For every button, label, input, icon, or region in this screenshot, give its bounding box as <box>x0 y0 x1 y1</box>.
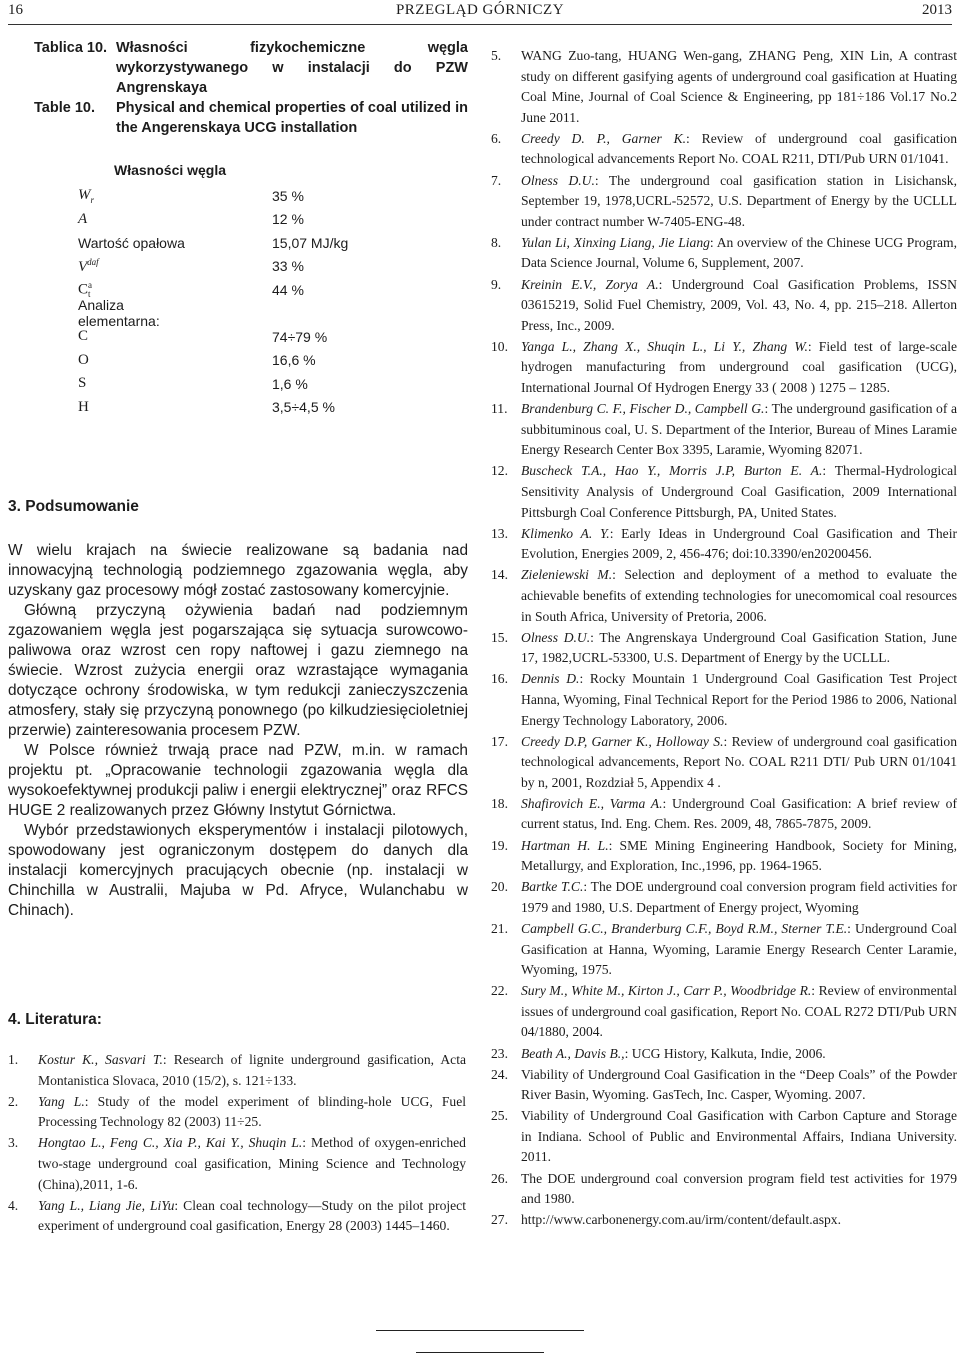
property-value: 44 % <box>272 281 304 298</box>
reference-item <box>491 399 957 461</box>
reference-authors: Yanga L., Zhang X., Shuqin L., Li Y., Zhang W. <box>521 338 808 354</box>
reference-number: 16. <box>491 671 508 687</box>
reference-authors: Sury M., White M., Kirton J., Carr P., Woodbridge R. <box>521 983 812 999</box>
reference-text <box>521 171 957 233</box>
reference-authors: Kostur K., Sasvari T. <box>38 1052 163 1067</box>
reference-authors: Olness D.U. <box>521 629 591 645</box>
property-value: 16,6 % <box>272 352 316 369</box>
reference-body: : Clean coal technology—Study on the pilot project experiment of underground coal gasification, Energy 28 (2003) 1445–1460. <box>38 1197 466 1234</box>
reference-number: 6. <box>491 130 502 146</box>
paragraph: W Polsce również trwają prace nad PZW, m.in. w ramach projektu pt. „Opracowanie technologii zgazowania węgla dla wysokoefektywnej produkcji paliw i energii elektrycznej” oraz RFCS HUGE 2 realizowanych przez Główny Instytut Górnictwa. <box>8 742 468 819</box>
reference-authors: Brandenburg C. F., Fischer D., Campbell G. <box>521 401 765 417</box>
reference-body: : Review of environmental issues of underground coal gasification, Report No. COAL R272 DTI/Pub URN 04/1880, 2004. <box>521 983 957 1040</box>
reference-text <box>38 1196 466 1237</box>
property-value: 1,6 % <box>272 375 308 392</box>
reference-item <box>491 171 957 233</box>
reference-text <box>521 1210 957 1231</box>
reference-text <box>521 461 957 523</box>
reference-number: 23. <box>491 1045 508 1061</box>
summary-body <box>8 541 468 921</box>
reference-body: : Rocky Mountain 1 Underground Coal Gasification Test Project Hanna, Wyoming, Final Technical Report for the Period 1986 to 2006, National Energy Technology Laboratory, 2006. <box>521 671 957 728</box>
reference-authors: Beath A., Davis B., <box>521 1045 625 1061</box>
reference-number: 10. <box>491 338 508 354</box>
property-name: A <box>78 210 88 227</box>
table-row <box>78 349 358 373</box>
property-name: S <box>78 375 87 392</box>
table-row <box>78 208 358 232</box>
reference-text <box>521 275 957 337</box>
reference-item <box>491 461 957 523</box>
reference-item <box>491 919 957 981</box>
paragraph: Wybór przedstawionych eksperymentów i instalacji pilotowych, spowodowany jest ograniczonym dostępem do danych dla instalacji komercyjnych pracujących obecnie (np. instalacji w Chinchilla w Australii, Majuba w Pd. Afryce, Wulanchabu w Chinach). <box>8 822 468 919</box>
property-name: $V^{daf}$ <box>78 256 99 275</box>
reference-item <box>491 836 957 877</box>
reference-item <box>491 981 957 1043</box>
reference-authors: Hartman H. L. <box>521 837 609 853</box>
property-name: C a t <box>78 279 93 299</box>
section-heading-summary: 3. Podsumowanie <box>8 498 139 515</box>
reference-body: : Underground Coal Gasification: A brief review of current status, Ind. Eng. Chem. Res. 2009, 48, 7865-7875, 2009. <box>521 795 957 832</box>
reference-item <box>491 628 957 669</box>
journal-title: PRZEGLĄD GÓRNICZY <box>395 2 565 18</box>
reference-number: 22. <box>491 983 508 999</box>
reference-text <box>521 565 957 627</box>
reference-number: 2. <box>8 1093 19 1109</box>
reference-authors: Creedy D. P., Garner K. <box>521 130 687 146</box>
property-name: H <box>78 398 89 415</box>
page-number: 16 <box>8 2 23 18</box>
table-row <box>78 325 358 349</box>
reference-item <box>491 46 957 128</box>
reference-authors: Hongtao L., Feng C., Xia P., Kai Y., Shuqin L. <box>38 1135 303 1151</box>
reference-text <box>521 524 957 565</box>
reference-number: 19. <box>491 837 508 853</box>
caption-polish-label: Tablica 10. <box>34 40 108 56</box>
table-row <box>78 184 358 208</box>
reference-text <box>521 877 957 918</box>
reference-item <box>491 129 957 170</box>
paragraph: Główną przyczyną ożywienia badań nad podziemnym zgazowaniem węgla jest pogarszająca się sytuacja surowcowo-paliwowa oraz wzrost cen ropy naftowej i gazu ziemnego na świecie. Wzrost zużycia energii oraz wzrastające wymagania dotyczące ochrony środowiska, w tym redukcji zanieczyszczenia atmosfery, stały się przyczyną ponownego (po kilkudziesięcioletniej przerwie) zainteresowania procesem PZW. <box>8 602 468 739</box>
reference-text <box>38 1133 466 1195</box>
reference-authors: Yulan Li, Xinxing Liang, Jie Liang <box>521 234 710 250</box>
reference-body: : Review of underground coal gasification technological advancements, Report No. COAL R211 DTI/ Pub URN 01/1041 by n, 2001, Rozdział 5, Appendix 4 . <box>521 733 957 790</box>
reference-item <box>491 794 957 835</box>
section-heading-literature: 4. Literatura: <box>8 1011 102 1028</box>
reference-text <box>521 981 957 1043</box>
reference-body: : Underground Coal Gasification Problems, ISSN 03615219, Solid Fuel Chemistry, 2009, Vol. 43, No. 4, pp. 215–218. Allerton Press, Inc., 2009. <box>521 276 957 333</box>
reference-item <box>491 524 957 565</box>
reference-number: 7. <box>491 172 502 188</box>
reference-number: 3. <box>8 1135 19 1151</box>
reference-item <box>491 669 957 731</box>
table-row <box>78 396 358 420</box>
reference-body: The DOE underground coal conversion program field test activities for 1979 and 1980. <box>521 1170 957 1207</box>
reference-body: : Field test of large-scale hydrogen manufacturing from underground coal gasification (UCG), International Journal Of Hydrogen Energy 33 ( 2008 ) 1275 – 1285. <box>521 338 958 395</box>
reference-authors: Yang L., Liang Jie, LiYu <box>38 1197 175 1213</box>
reference-body: WANG Zuo-tang, HUANG Wen-gang, ZHANG Peng, XIN Lin, A contrast study on different gasifying agents of underground coal gasification at Huating Coal Mine, Journal of Coal Science & Engineering, pp 181÷186 Vol.17 No.2 June 2011. <box>521 48 957 125</box>
table-row <box>78 231 358 255</box>
reference-item <box>491 1065 957 1106</box>
reference-text <box>521 399 957 461</box>
caption-polish <box>34 38 468 98</box>
reference-item <box>8 1196 466 1237</box>
reference-item <box>491 565 957 627</box>
reference-authors: Kreinin E.V., Zorya A. <box>521 276 659 292</box>
reference-authors: Klimenko A. Y. <box>521 525 610 541</box>
reference-body: : Study of the model experiment of blinding-hole UCG, Fuel Processing Technology 82 (2003) 11÷25. <box>38 1093 467 1130</box>
reference-body: http://www.carbonenergy.com.au/irm/content/default.aspx. <box>521 1212 841 1228</box>
reference-body: : UCG History, Kalkuta, Indie, 2006. <box>624 1045 826 1061</box>
reference-number: 20. <box>491 879 508 895</box>
reference-item <box>491 1210 957 1231</box>
reference-number: 14. <box>491 567 508 583</box>
reference-authors: Creedy D.P, Garner K., Holloway S. <box>521 733 724 749</box>
reference-authors: Yang L. <box>38 1093 85 1109</box>
reference-body: : The underground coal gasification station in Lisichansk, September 19, 1978,UCRL-52572, U.S. Department of Energy by the UCLLL under contract number W-7405-ENG-48. <box>521 172 957 229</box>
reference-item <box>8 1133 466 1195</box>
reference-text <box>38 1092 466 1133</box>
reference-number: 18. <box>491 795 508 811</box>
journal-year: 2013 <box>922 2 952 18</box>
reference-item <box>491 1106 957 1168</box>
reference-authors: Shafirovich E., Varma A. <box>521 795 663 811</box>
reference-text <box>521 628 957 669</box>
reference-body: : The underground gasification of a subbituminous coal, U. S. Department of the Interior, Bureau of Mines Laramie Energy Research Center Box 3395, Laramie, Wyoming 82071. <box>521 401 957 458</box>
reference-number: 21. <box>491 920 508 936</box>
reference-body: : The Angrenskaya Underground Coal Gasification Station, June 17, 1982,UCRL-53300, U.S. Department of Energy by the UCLLL. <box>521 629 957 666</box>
reference-text <box>521 1169 957 1210</box>
reference-body: : Underground Coal Gasification at Hanna, Wyoming, Laramie Energy Research Center Laramie, Wyoming, 1975. <box>521 920 957 978</box>
reference-number: 26. <box>491 1170 508 1186</box>
reference-item <box>8 1050 466 1091</box>
table-header: Własności węgla <box>114 162 227 178</box>
property-value: 12 % <box>272 211 304 228</box>
reference-number: 1. <box>8 1052 19 1067</box>
reference-item <box>491 337 957 399</box>
reference-text <box>521 669 957 731</box>
reference-authors: Olness D.U. <box>521 172 595 188</box>
reference-body: : An overview of the Chinese UCG Program, Data Science Journal, Volume 6, Supplement, 2007. <box>521 234 957 271</box>
paragraph: W wielu krajach na świecie realizowane są badania nad innowacyjną technologią podziemnego zgazowania węgla, aby uzyskany gaz procesowy mógł zostać zastosowany komercyjnie. <box>8 542 468 599</box>
reference-text <box>521 233 957 274</box>
reference-number: 4. <box>8 1197 19 1213</box>
property-name: O <box>78 351 89 368</box>
reference-authors: Buscheck T.A., Hao Y., Morris J.P, Burton E. A. <box>521 463 823 479</box>
reference-item <box>491 1169 957 1210</box>
reference-text <box>521 1065 957 1106</box>
reference-number: 5. <box>491 48 502 63</box>
reference-text <box>521 1106 957 1168</box>
reference-list-left <box>8 1050 466 1237</box>
property-value: 15,07 MJ/kg <box>272 234 349 251</box>
footer-rule <box>416 1352 544 1353</box>
reference-number: 15. <box>491 629 508 645</box>
caption-english-label: Table 10. <box>34 100 95 116</box>
reference-body: : Review of underground coal gasification technological advancements Report No. COAL R211, DTI/Pub URN 01/1041. <box>521 130 957 167</box>
property-value: 35 % <box>272 187 304 204</box>
coal-properties-table <box>78 162 358 419</box>
table-row <box>78 372 358 396</box>
reference-body: : Research of lignite underground gasification, Acta Montanistica Slovaca, 2010 (15/2), s. 121÷133. <box>38 1052 467 1088</box>
caption-english-text: Physical and chemical properties of coal utilized in the Angerenskaya UCG installation <box>116 100 468 136</box>
property-value: 33 % <box>272 258 304 275</box>
reference-body: : Selection and deployment of a method to evaluate the achievable benefits of extending technologies for unecomomical coal resources in South Africa, University of Pretoria, 2006. <box>521 567 957 624</box>
table-row <box>78 297 358 330</box>
reference-body: : The DOE underground coal conversion program field activities for 1979 and 1980, U.S. Department of Energy project, Wyoming <box>521 879 957 915</box>
property-name: C <box>78 328 89 345</box>
reference-text <box>521 1044 957 1065</box>
reference-item <box>8 1092 466 1133</box>
reference-text <box>521 732 957 794</box>
reference-text <box>521 794 957 835</box>
reference-item <box>491 732 957 794</box>
reference-list-right <box>491 46 957 1231</box>
property-name: Analiza elementarna: <box>78 297 160 330</box>
table-caption <box>8 38 468 138</box>
reference-text <box>38 1050 466 1091</box>
reference-number: 12. <box>491 463 508 479</box>
reference-authors: Campbell G.C., Branderburg C.F., Boyd R.M., Sterner T.E. <box>521 920 848 936</box>
reference-number: 24. <box>491 1066 508 1082</box>
reference-body: Viability of Underground Coal Gasification in the “Deep Coals” of the Powder River Basin, Wyoming. GasTech, Inc. Casper, Wyoming. 2007. <box>521 1066 957 1103</box>
left-column <box>8 38 468 419</box>
reference-body: : Early Ideas in Underground Coal Gasification and Their Evolution, Energies 2009, 2, 456-476; doi:10.3390/en20200456. <box>521 525 957 562</box>
reference-body: : SME Mining Engineering Handbook, Society for Mining, Metallurgy, and Exploration, Inc.,1996, pp. 1964-1965. <box>521 837 957 874</box>
reference-number: 17. <box>491 733 508 749</box>
reference-text <box>521 337 957 399</box>
reference-body: Viability of Underground Coal Gasification with Carbon Capture and Storage in Indiana. School of Public and Environmental Affairs, Indiana University. 2011. <box>521 1108 957 1165</box>
reference-text <box>521 919 957 981</box>
caption-english <box>34 98 468 138</box>
running-header <box>8 0 952 25</box>
reference-item <box>491 233 957 274</box>
table-row <box>78 255 358 279</box>
reference-authors: Bartke T.C. <box>521 879 584 895</box>
reference-number: 11. <box>491 401 508 417</box>
reference-item <box>491 877 957 918</box>
reference-number: 8. <box>491 234 502 250</box>
reference-text <box>521 46 957 128</box>
reference-authors: Zieleniewski M. <box>521 567 613 583</box>
reference-authors: Dennis D. <box>521 671 580 687</box>
reference-text <box>521 129 957 170</box>
property-value: 74÷79 % <box>272 328 328 345</box>
reference-body: : Method of oxygen-enriched two-stage underground coal gasification, Mining Science and Technology (China),2011, 1-6. <box>38 1135 466 1192</box>
table-body <box>78 184 358 419</box>
reference-text <box>521 836 957 877</box>
property-name: Wartość opałowa <box>78 234 185 251</box>
reference-item <box>491 1044 957 1065</box>
property-name: $W_r$ <box>78 186 95 205</box>
reference-number: 25. <box>491 1108 508 1124</box>
reference-number: 9. <box>491 276 502 292</box>
property-value: 3,5÷4,5 % <box>272 399 335 416</box>
reference-number: 13. <box>491 525 508 541</box>
reference-body: : Thermal-Hydrological Sensitivity Analysis of Underground Coal Gasification, 2009 International Pittsburgh Coal Conference Pittsburgh, PA, United States. <box>521 463 957 520</box>
caption-polish-text: Własności fizykochemiczne węgla wykorzystywanego w instalacji do PZW Angrenskaya <box>116 40 468 96</box>
footer-rule <box>376 1330 584 1331</box>
reference-item <box>491 275 957 337</box>
reference-number: 27. <box>491 1212 508 1228</box>
